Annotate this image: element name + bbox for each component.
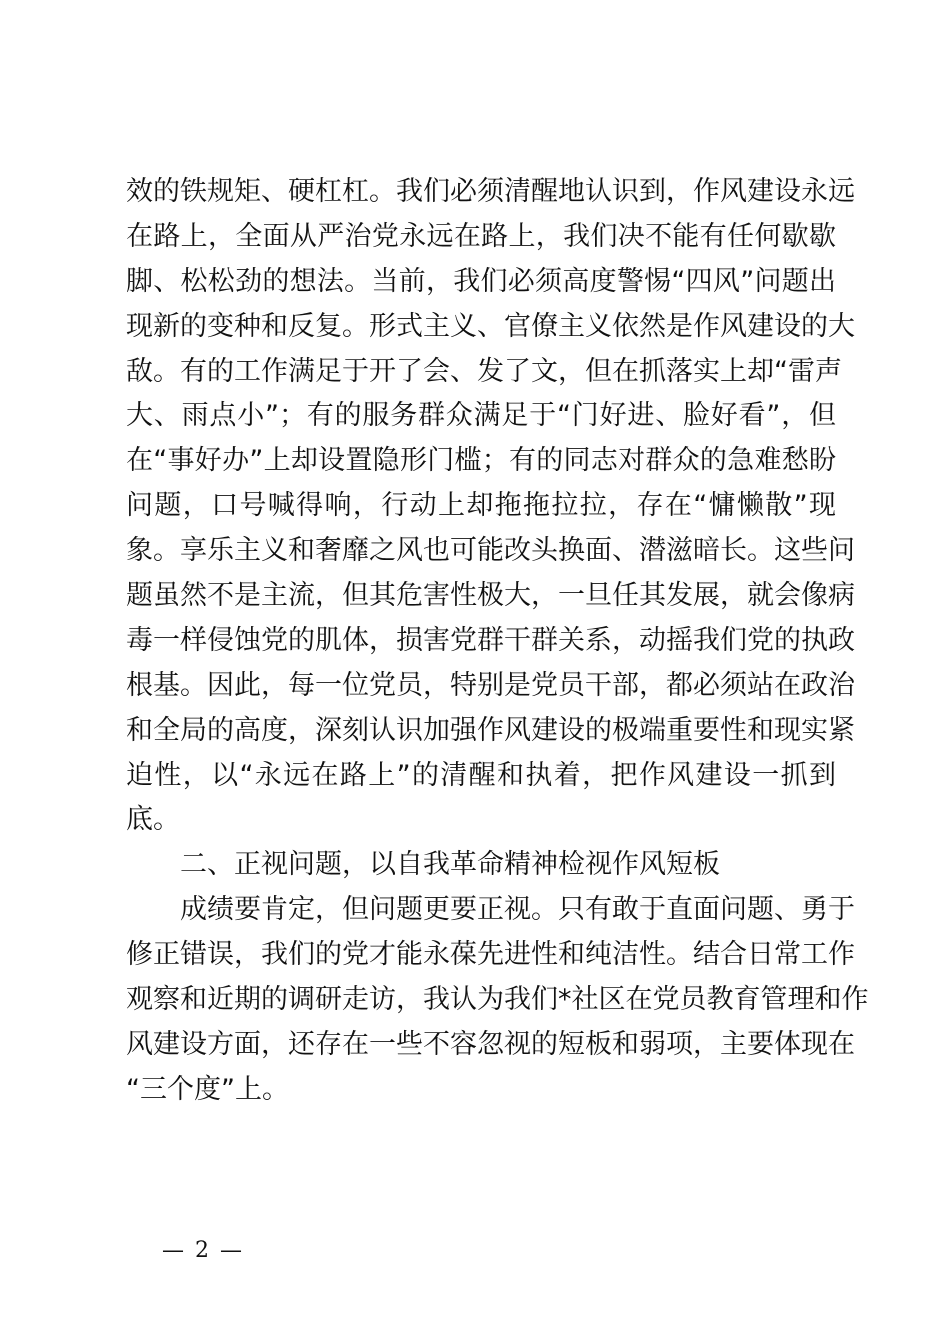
paragraph-line: 问题，口号喊得响，行动上却拖拖拉拉，存在“慵懒散”现: [126, 490, 836, 522]
paragraph-line: 效的铁规矩、硬杠杠。我们必须清醒地认识到，作风建设永远: [126, 176, 855, 207]
paragraph-line: 风建设方面，还存在一些不容忽视的短板和弱项，主要体现在: [126, 1028, 855, 1060]
paragraph-line: 毒一样侵蚀党的肌体，损害党群干群关系，动摇我们党的执政: [126, 624, 855, 656]
paragraph-line: 大、雨点小”；有的服务群众满足于“门好进、脸好看”，但: [126, 400, 836, 432]
paragraph-line: 现新的变种和反复。形式主义、官僚主义依然是作风建设的大: [126, 310, 855, 342]
paragraph-line: 底。: [126, 804, 180, 836]
paragraph-line: 在“事好办”上却设置隐形门槛；有的同志对群众的急难愁盼: [126, 445, 836, 477]
paragraph-line: 题虽然不是主流，但其危害性极大，一旦任其发展，就会像病: [126, 580, 855, 612]
paragraph-line: 修正错误，我们的党才能永葆先进性和纯洁性。结合日常工作: [126, 939, 855, 971]
paragraph-line: 和全局的高度，深刻认识加强作风建设的极端重要性和现实紧: [126, 714, 855, 746]
page-number: — 2 —: [162, 1238, 244, 1263]
paragraph-line: 观察和近期的调研走访，我认为我们*社区在党员教育管理和作: [126, 984, 869, 1016]
paragraph-line: 根基。因此，每一位党员，特别是党员干部，都必须站在政治: [126, 669, 855, 701]
paragraph-line: 象。享乐主义和奢靡之风也可能改头换面、潜滋暗长。这些问: [126, 535, 855, 567]
section-heading: 二、正视问题，以自我革命精神检视作风短板: [180, 849, 720, 881]
paragraph-line: “三个度”上。: [126, 1073, 289, 1105]
paragraph-line: 在路上，全面从严治党永远在路上，我们决不能有任何歇歇: [126, 220, 836, 252]
paragraph-line: 脚、松松劲的想法。当前，我们必须高度警惕“四风”问题出: [126, 265, 836, 297]
paragraph-line: 成绩要肯定，但问题更要正视。只有敢于直面问题、勇于: [180, 894, 855, 926]
paragraph-line: 迫性，以“永远在路上”的清醒和执着，把作风建设一抓到: [126, 759, 836, 791]
paragraph-line: 敌。有的工作满足于开了会、发了文，但在抓落实上却“雷声: [126, 355, 842, 387]
document-body: [126, 170, 869, 1113]
